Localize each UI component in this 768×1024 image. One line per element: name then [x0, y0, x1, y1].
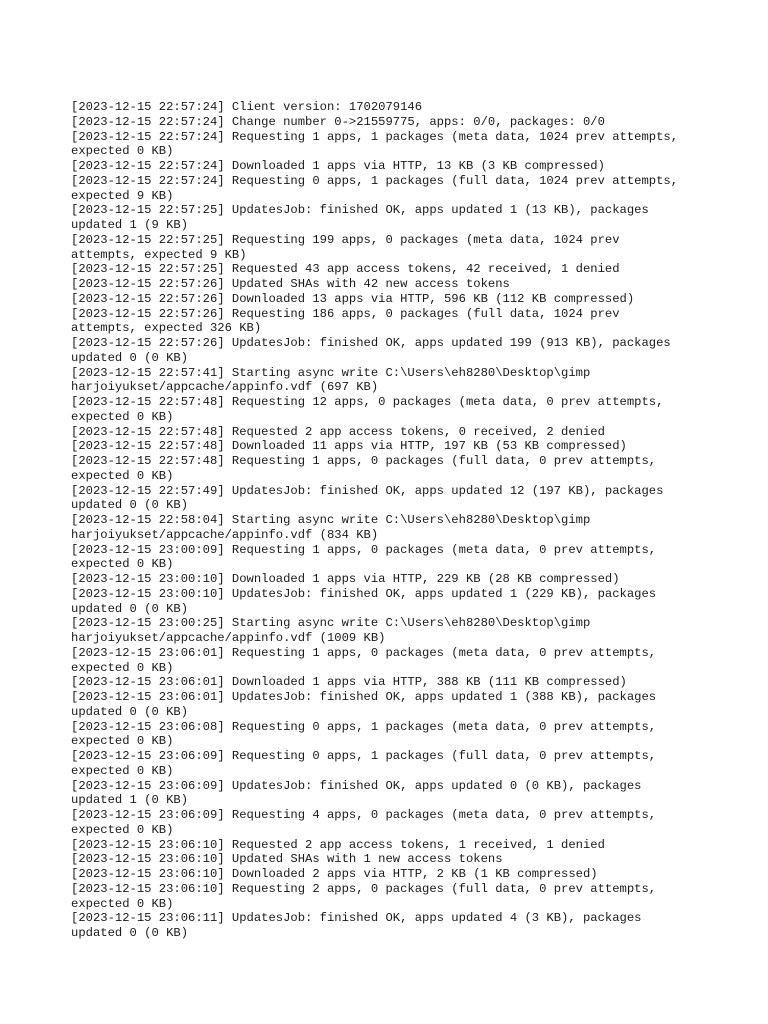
log-line: updated 0 (0 KB): [71, 926, 189, 940]
log-line: [2023-12-15 23:00:09] Requesting 1 apps, 0 packages (meta data, 0 prev attempts,: [71, 542, 657, 557]
log-line: [2023-12-15 22:57:26] Requesting 186 apps, 0 packages (full data, 1024 prev: [71, 306, 620, 321]
log-line: [2023-12-15 22:57:41] Starting async write C:\Users\eh8280\Desktop\gimp: [71, 365, 591, 380]
log-line: [2023-12-15 22:57:25] Requested 43 app access tokens, 42 received, 1 denied: [71, 262, 620, 277]
log-line: [2023-12-15 22:57:24] Client version: 1702079146: [71, 100, 423, 114]
log-line: attempts, expected 326 KB): [71, 321, 262, 336]
log-line: harjoiyukset/appcache/appinfo.vdf (1009 KB): [71, 631, 386, 645]
log-line: expected 0 KB): [71, 822, 174, 837]
log-line: [2023-12-15 23:06:10] Downloaded 2 apps via HTTP, 2 KB (1 KB compressed): [71, 867, 598, 881]
log-line: [2023-12-15 22:57:26] UpdatesJob: finished OK, apps updated 199 (913 KB), packages: [71, 336, 671, 350]
log-line: harjoiyukset/appcache/appinfo.vdf (834 KB): [71, 527, 379, 542]
log-line: [2023-12-15 22:57:48] Requesting 12 apps, 0 packages (meta data, 0 prev attempts,: [71, 395, 664, 409]
log-line: [2023-12-15 23:00:25] Starting async write C:\Users\eh8280\Desktop\gimp: [71, 616, 591, 631]
log-line: [2023-12-15 22:57:26] Downloaded 13 apps via HTTP, 596 KB (112 KB compressed): [71, 291, 635, 306]
log-line: [2023-12-15 23:06:01] UpdatesJob: finished OK, apps updated 1 (388 KB), packages: [71, 690, 657, 704]
log-line: updated 0 (0 KB): [71, 704, 189, 719]
log-line: [2023-12-15 23:06:09] Requesting 4 apps, 0 packages (meta data, 0 prev attempts,: [71, 808, 657, 822]
log-line: [2023-12-15 22:58:04] Starting async write C:\Users\eh8280\Desktop\gimp: [71, 513, 591, 527]
log-text: [71, 100, 711, 941]
log-line: [2023-12-15 22:57:26] Updated SHAs with 42 new access tokens: [71, 277, 510, 291]
log-line: [2023-12-15 22:57:49] UpdatesJob: finished OK, apps updated 12 (197 KB), packages: [71, 483, 664, 498]
log-line: expected 0 KB): [71, 660, 174, 675]
log-line: attempts, expected 9 KB): [71, 247, 247, 262]
log-line: updated 0 (0 KB): [71, 601, 189, 616]
log-line: [2023-12-15 22:57:24] Change number 0->21559775, apps: 0/0, packages: 0/0: [71, 114, 605, 129]
log-line: [2023-12-15 23:06:01] Requesting 1 apps, 0 packages (meta data, 0 prev attempts,: [71, 645, 657, 660]
log-line: [2023-12-15 23:06:10] Requested 2 app access tokens, 1 received, 1 denied: [71, 837, 605, 852]
log-line: [2023-12-15 23:06:10] Updated SHAs with 1 new access tokens: [71, 852, 503, 867]
log-line: expected 0 KB): [71, 896, 174, 911]
log-line: [2023-12-15 23:06:09] UpdatesJob: finished OK, apps updated 0 (0 KB), packages: [71, 778, 642, 793]
log-line: [2023-12-15 22:57:24] Requesting 1 apps, 1 packages (meta data, 1024 prev attempts,: [71, 129, 679, 144]
log-line: [2023-12-15 23:00:10] Downloaded 1 apps via HTTP, 229 KB (28 KB compressed): [71, 572, 620, 586]
log-line: [2023-12-15 22:57:24] Requesting 0 apps, 1 packages (full data, 1024 prev attempts,: [71, 173, 679, 188]
log-line: expected 0 KB): [71, 409, 174, 424]
log-line: updated 1 (9 KB): [71, 218, 189, 232]
log-line: [2023-12-15 22:57:25] UpdatesJob: finished OK, apps updated 1 (13 KB), packages: [71, 203, 649, 218]
log-line: updated 0 (0 KB): [71, 350, 189, 365]
log-line: [2023-12-15 22:57:48] Requested 2 app access tokens, 0 received, 2 denied: [71, 424, 605, 439]
log-line: updated 1 (0 KB): [71, 793, 189, 808]
log-line: [2023-12-15 23:06:09] Requesting 0 apps, 1 packages (full data, 0 prev attempts,: [71, 749, 657, 763]
log-line: [2023-12-15 23:06:08] Requesting 0 apps, 1 packages (meta data, 0 prev attempts,: [71, 719, 657, 734]
log-line: expected 0 KB): [71, 763, 174, 778]
log-line: [2023-12-15 23:00:10] UpdatesJob: finished OK, apps updated 1 (229 KB), packages: [71, 586, 657, 601]
log-line: expected 0 KB): [71, 468, 174, 483]
log-line: expected 0 KB): [71, 734, 174, 749]
log-line: [2023-12-15 22:57:48] Requesting 1 apps, 0 packages (full data, 0 prev attempts,: [71, 454, 657, 468]
log-line: [2023-12-15 22:57:24] Downloaded 1 apps via HTTP, 13 KB (3 KB compressed): [71, 159, 605, 173]
log-line: updated 0 (0 KB): [71, 498, 189, 513]
log-line: harjoiyukset/appcache/appinfo.vdf (697 KB): [71, 380, 379, 395]
log-line: [2023-12-15 22:57:48] Downloaded 11 apps via HTTP, 197 KB (53 KB compressed): [71, 439, 627, 454]
log-line: expected 9 KB): [71, 188, 174, 203]
log-line: [2023-12-15 23:06:11] UpdatesJob: finished OK, apps updated 4 (3 KB), packages: [71, 911, 642, 926]
log-line: [2023-12-15 22:57:25] Requesting 199 apps, 0 packages (meta data, 1024 prev: [71, 232, 620, 247]
log-line: [2023-12-15 23:06:01] Downloaded 1 apps via HTTP, 388 KB (111 KB compressed): [71, 675, 627, 690]
log-line: [2023-12-15 23:06:10] Requesting 2 apps, 0 packages (full data, 0 prev attempts,: [71, 881, 657, 896]
log-line: expected 0 KB): [71, 144, 174, 159]
log-line: expected 0 KB): [71, 557, 174, 572]
